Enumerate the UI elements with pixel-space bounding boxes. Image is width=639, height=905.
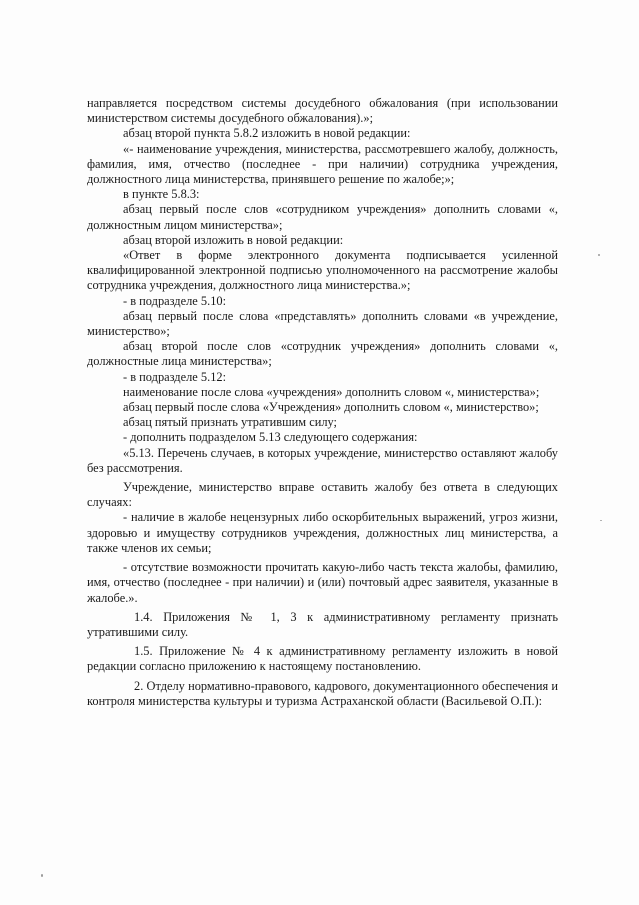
paragraph: абзац второй пункта 5.8.2 изложить в новой редакции: [123,126,411,141]
paragraph: абзац первый после слова «представлять» дополнить словами «в учреждение, министерство»; [87,308,558,339]
paragraph: в пункте 5.8.3: [123,187,200,202]
paragraph: Учреждение, министерство вправе оставить жалобу без ответа в следующих случаях: [87,480,558,510]
paragraph: наименование после слова «учреждения» дополнить словом «, министерства»; [123,384,540,399]
paragraph: абзац пятый признать утратившим силу; [123,415,337,430]
paragraph: абзац второй после слов «сотрудник учреждения» дополнить словами «, должностные лица министерства»; [87,339,558,369]
paragraph: «Ответ в форме электронного документа подписывается усиленной квалифицированной электронной подписью уполномоченного на рассмотрение жалобы сотрудника учреждения, должностного лица министерства.»; [87,248,558,293]
paragraph: 2. Отделу нормативно-правового, кадрового, документационного обеспечения и контроля министерства культуры и туризма Астраханской области (Васильевой О.П.): [87,678,558,708]
paragraph: 1.4. Приложения № 1, 3 к административному регламенту признать утратившими силу. [87,609,558,639]
paragraph: абзац первый после слов «сотрудником учреждения» дополнить словами «, должностным лицом министерства»; [87,202,558,232]
paragraph: - в подразделе 5.12: [123,369,227,384]
paragraph: абзац первый после слова «Учреждения» дополнить словом «, министерство»; [123,400,539,415]
paragraph: «- наименование учреждения, министерства, рассмотревшего жалобу, должность, фамилия, имя, отчество (последнее - при наличии) сотрудника учреждения, должностного лица министерства, принявшего решение по жалобе;»; [87,141,558,187]
paragraph: - дополнить подразделом 5.13 следующего содержания: [123,430,418,445]
scan-speck [598,254,600,256]
scan-speck [600,520,602,521]
scan-speck [41,874,43,877]
paragraph: направляется посредством системы досудебного обжалования (при использовании министерством системы досудебного обжалования).»; [87,96,558,126]
document-body [87,96,558,709]
paragraph: - в подразделе 5.10: [123,293,227,308]
paragraph: - отсутствие возможности прочитать какую-либо часть текста жалобы, фамилию, имя, отчество (последнее - при наличии) и (или) почтовый адрес заявителя, указанные в жалобе.». [87,560,558,605]
paragraph: абзац второй изложить в новой редакции: [123,232,344,247]
paragraph: - наличие в жалобе нецензурных либо оскорбительных выражений, угроз жизни, здоровью и имуществу сотрудников учреждения, должностных лиц министерства, а также членов их семьи; [87,510,558,555]
paragraph: 1.5. Приложение № 4 к административному регламенту изложить в новой редакции согласно приложению к настоящему постановлению. [87,644,558,674]
paragraph: «5.13. Перечень случаев, в которых учреждение, министерство оставляют жалобу без рассмотрения. [87,445,558,475]
